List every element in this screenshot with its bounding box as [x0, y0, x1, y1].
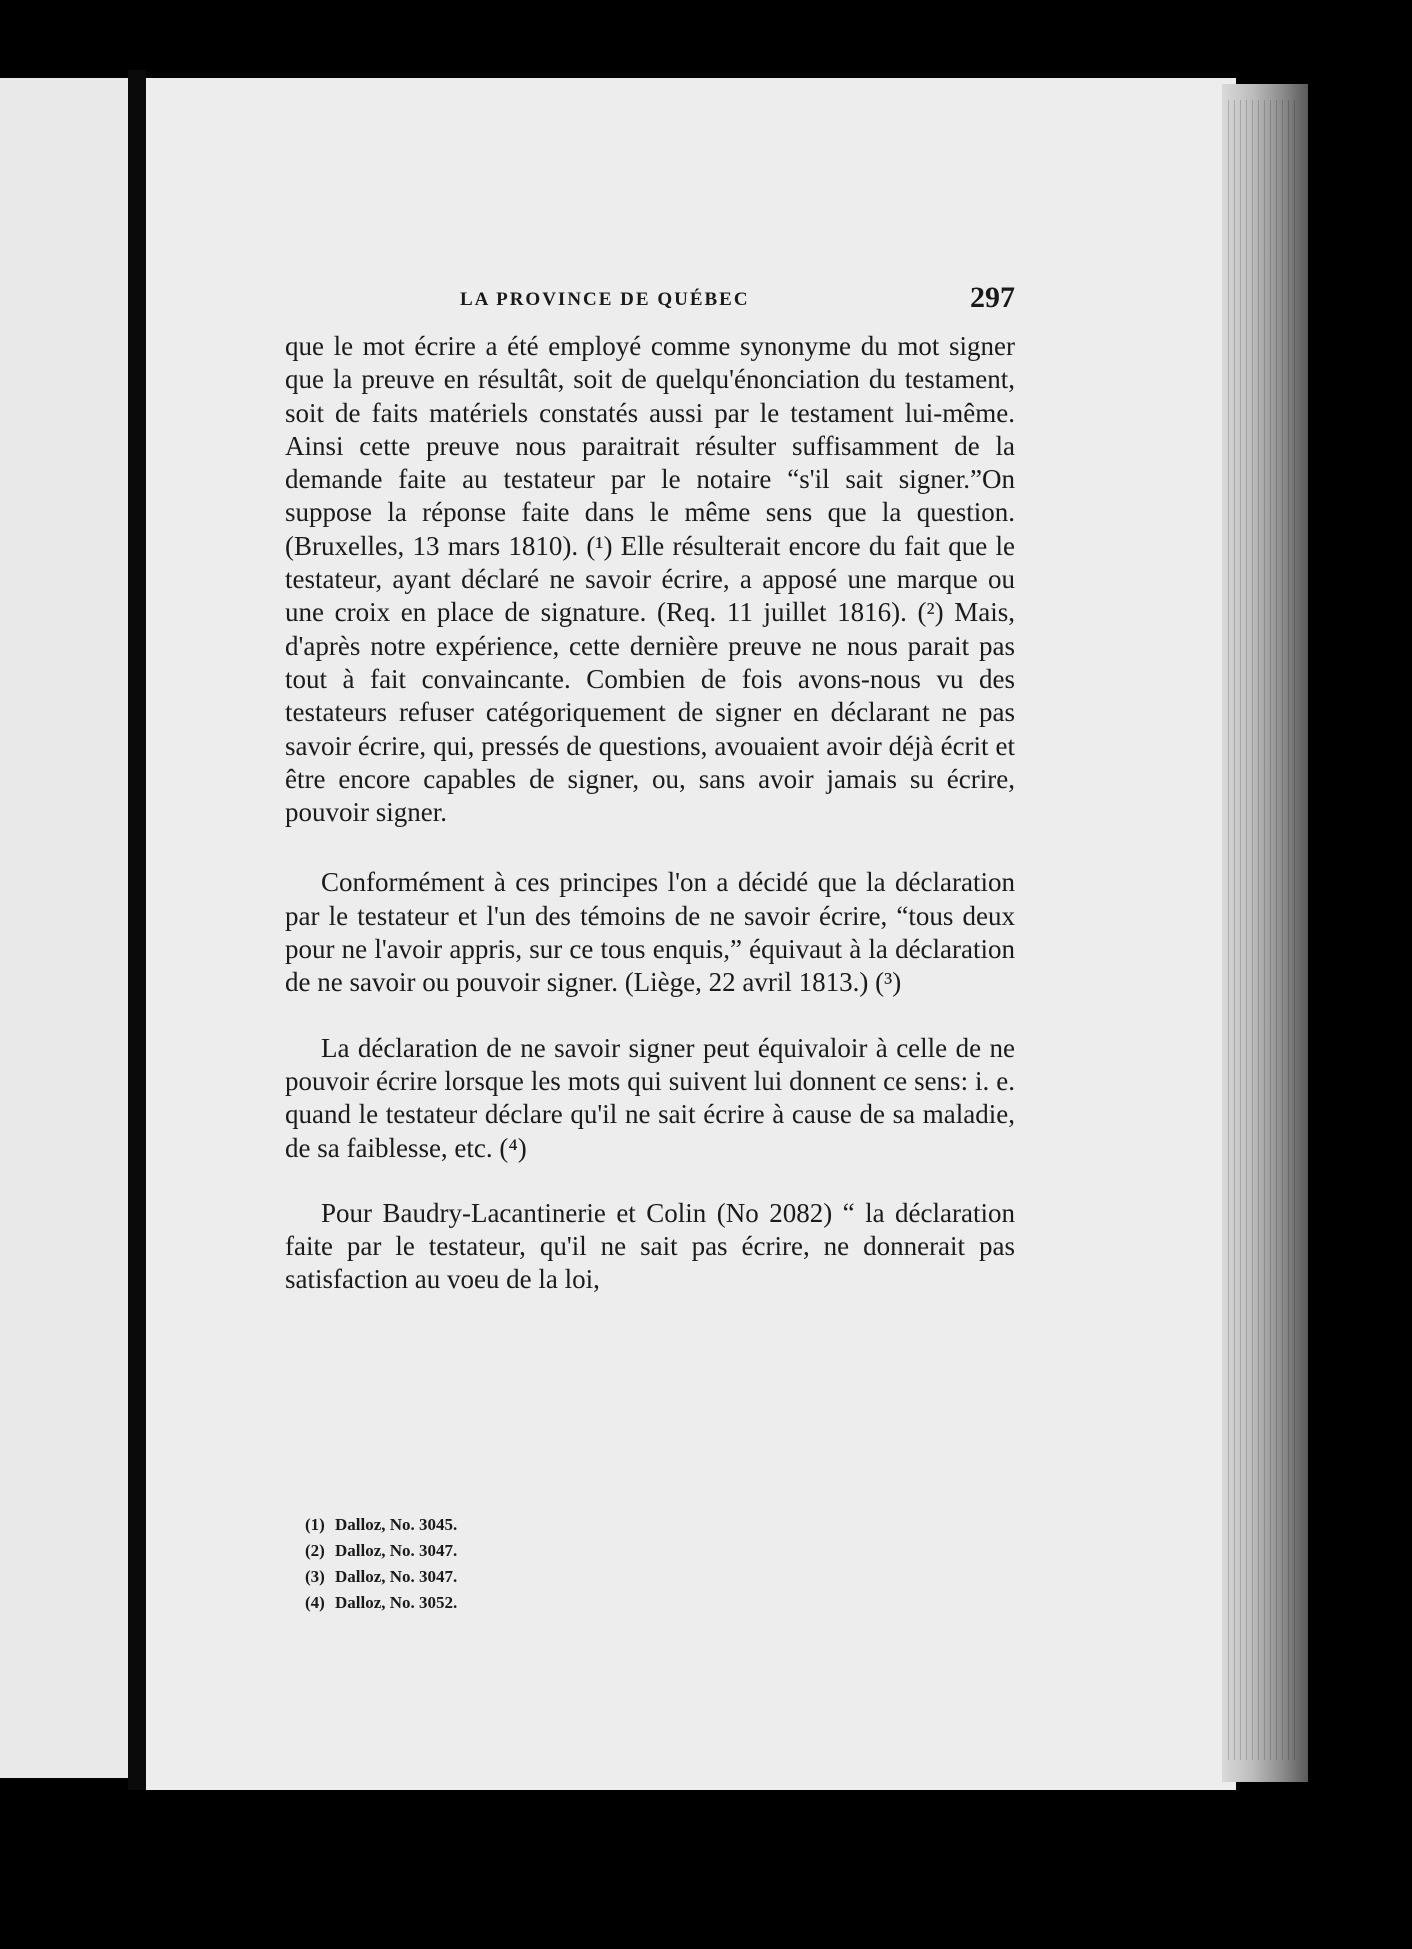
paragraph: Conformément à ces principes l'on a décidé que la déclaration par le testateur et l'un des témoins de ne savoir écrire, “tous deux pour ne l'avoir appris, sur ce tous enquis,” équivaut à la déclaration de ne savoir ou pouvoir signer. (Liège, 22 avril 1813.) (³) [285, 867, 1015, 998]
footnote-mark: (4) [305, 1593, 325, 1612]
running-title: LA PROVINCE DE QUÉBEC [460, 289, 750, 310]
page-number: 297 [970, 281, 1015, 314]
page-fore-edge-texture [1228, 100, 1298, 1760]
paragraph: La déclaration de ne savoir signer peut équivaloir à celle de ne pouvoir écrire lorsque les mots qui suivent lui donnent ce sens: i. e. quand le testateur déclare qu'il ne sait écrire à cause de sa maladie, de sa faiblesse, etc. (⁴) [285, 1032, 1015, 1163]
paragraph: que le mot écrire a été employé comme synonyme du mot signer que la preuve en résultât, soit de quelqu'énonciation du testament, soit de faits matériels constatés aussi par le testament lui-même. Ainsi cette preuve nous paraitrait résulter suffisamment de la demande faite au testateur par le notaire “s'il sait signer.”On suppose la réponse faite dans le même sens que la question. (Bruxelles, 13 mars 1810). (¹) Elle résulterait encore du fait que le testateur, ayant déclaré ne savoir écrire, a apposé une marque ou une croix en place de signature. (Req. 11 juillet 1816). (²) Mais, d'après notre expérience, cette dernière preuve ne nous parait pas tout à fait convaincante. Combien de fois avons-nous vu des testateurs refuser catégoriquement de signer en déclarant ne pas savoir écrire, qui, pressés de questions, avouaient avoir déjà écrit et être encore capables de signer, ou, sans avoir jamais su écrire, pouvoir signer. [285, 331, 1015, 828]
running-header [285, 281, 1015, 317]
footnote-mark: (3) [305, 1567, 325, 1586]
footnote-text: Dalloz, No. 3045. [335, 1515, 458, 1534]
footnote-text: Dalloz, No. 3047. [335, 1567, 458, 1586]
footnote [305, 1590, 457, 1616]
footnote-text: Dalloz, No. 3047. [335, 1541, 458, 1560]
body-text [285, 330, 1015, 1297]
footnote [305, 1538, 457, 1564]
footnotes [305, 1512, 457, 1616]
footnote-text: Dalloz, No. 3052. [335, 1593, 458, 1612]
footnote [305, 1512, 457, 1538]
left-page-edge [0, 78, 128, 1778]
footnote-mark: (1) [305, 1515, 325, 1534]
book-gutter [128, 70, 146, 1790]
footnote [305, 1564, 457, 1590]
paragraph: Pour Baudry-Lacantinerie et Colin (No 2082) “ la déclaration faite par le testateur, qu'il ne sait pas écrire, ne donnerait pas satisfaction au voeu de la loi, [285, 1197, 1015, 1295]
footnote-mark: (2) [305, 1541, 325, 1560]
